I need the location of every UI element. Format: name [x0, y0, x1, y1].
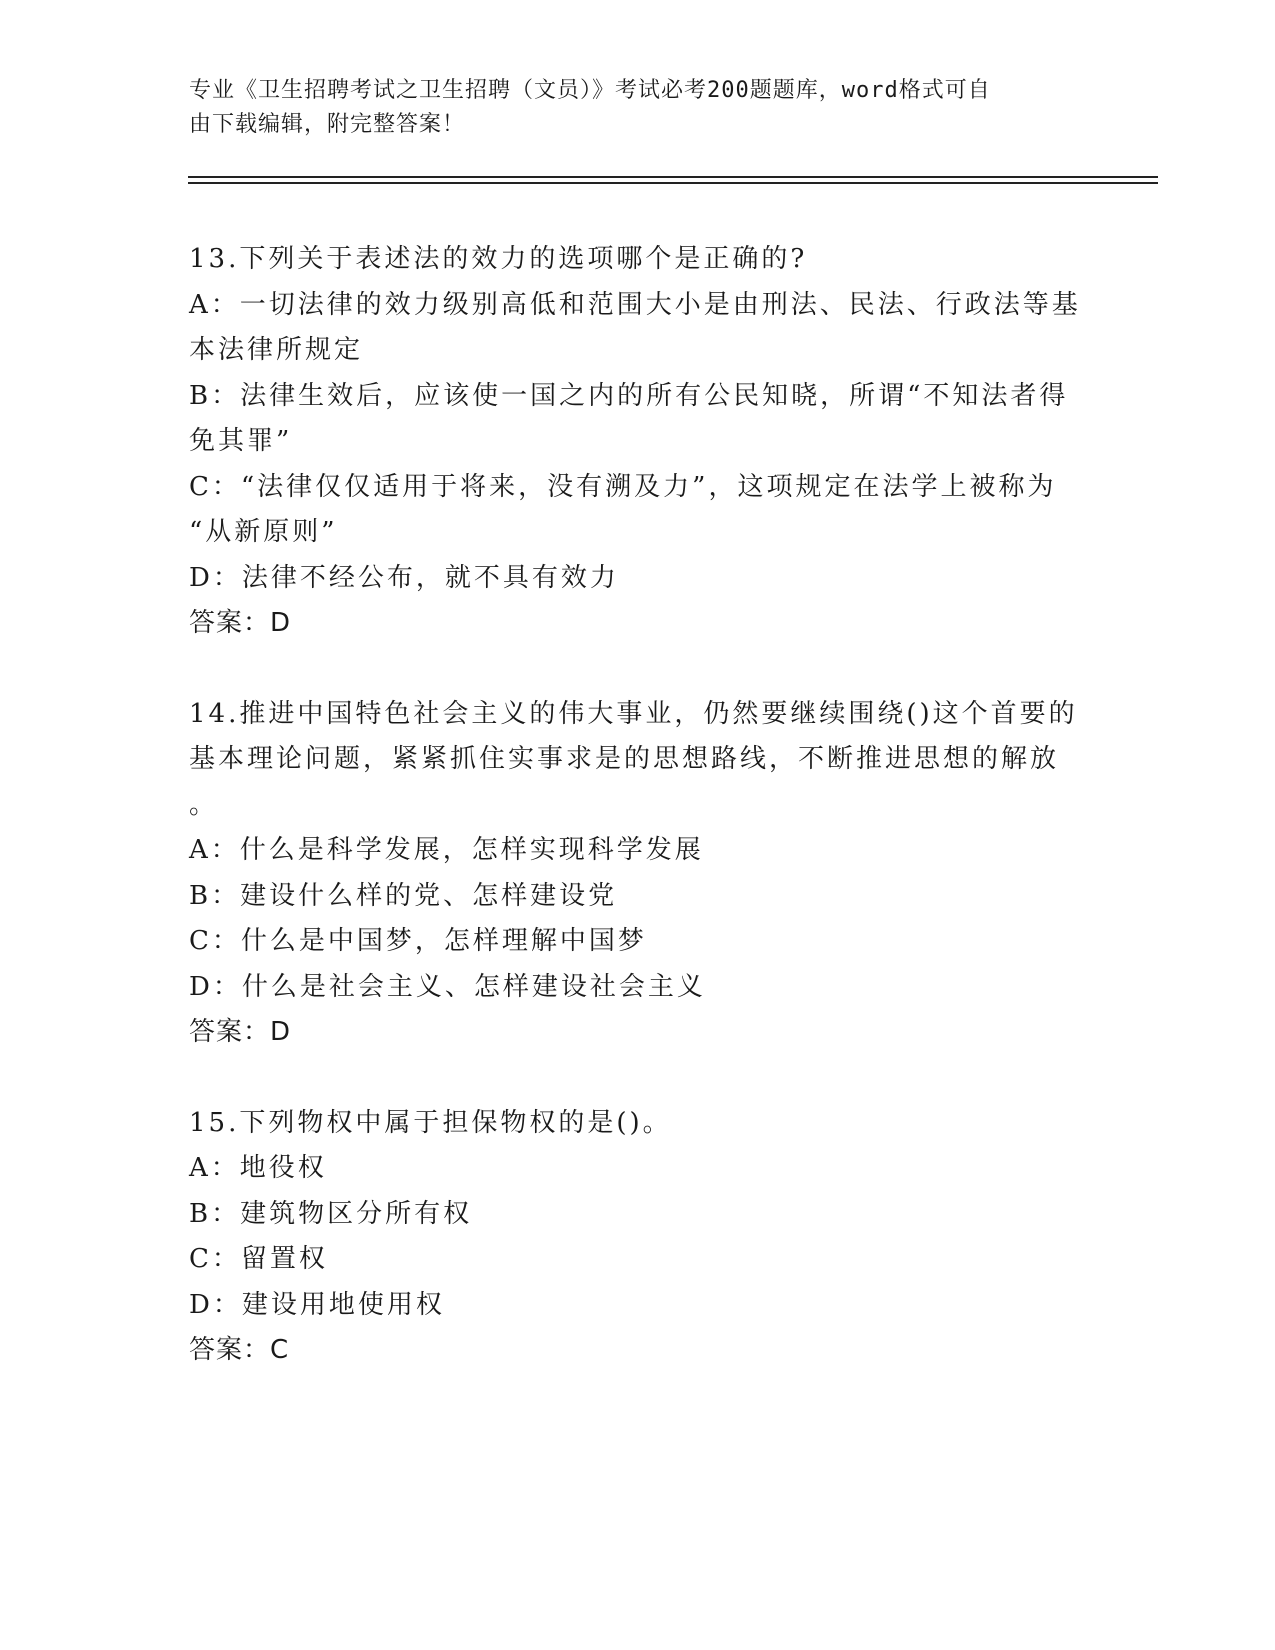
option-text: 本法律所规定: [189, 335, 364, 365]
option-d: [189, 965, 1089, 1011]
option-c: [189, 919, 1089, 965]
answer-label: 答案：C: [189, 1335, 290, 1365]
header-divider-bottom: [188, 182, 1158, 184]
option-text: C：留置权: [189, 1244, 328, 1274]
option-text: A：一切法律的效力级别高低和范围大小是由刑法、民法、行政法等基: [189, 289, 1081, 320]
option-text: “从新原则”: [189, 517, 338, 547]
option-a: [189, 828, 1089, 874]
option-c: [189, 465, 1089, 556]
option-a: [189, 1146, 1089, 1192]
option-d: [189, 1283, 1089, 1329]
option-d: [189, 556, 1089, 602]
document-header: [189, 74, 1089, 142]
option-text: D：建设用地使用权: [189, 1289, 445, 1320]
question-stem: 14.推进中国特色社会主义的伟大事业，仍然要继续围绕()这个首要的: [189, 698, 1078, 729]
header-line-1: 专业《卫生招聘考试之卫生招聘（文员）》考试必考200题题库，word格式可自: [189, 78, 991, 103]
option-b: [189, 874, 1089, 920]
option-a: [189, 283, 1089, 374]
header-divider-top: [188, 176, 1158, 178]
question-stem: 15.下列物权中属于担保物权的是()。: [189, 1107, 672, 1138]
option-text: A：地役权: [189, 1153, 327, 1183]
option-c: [189, 1237, 1089, 1283]
option-b: [189, 374, 1089, 465]
option-text: B：建设什么样的党、怎样建设党: [189, 880, 618, 911]
option-text: D：法律不经公布，就不具有效力: [189, 562, 619, 593]
option-text: C：什么是中国梦，怎样理解中国梦: [189, 926, 647, 956]
option-b: [189, 1192, 1089, 1238]
option-text: A：什么是科学发展，怎样实现科学发展: [189, 835, 704, 865]
question-14: [189, 692, 1089, 1056]
option-text: B：建筑物区分所有权: [189, 1198, 473, 1229]
question-15: [189, 1101, 1089, 1374]
header-line-2: 由下载编辑，附完整答案！: [189, 112, 466, 137]
question-13: [189, 237, 1089, 647]
question-stem: 13.下列关于表述法的效力的选项哪个是正确的?: [189, 244, 808, 274]
answer-label: 答案：D: [189, 1017, 292, 1047]
question-list: [189, 237, 1089, 1419]
answer-label: 答案：D: [189, 608, 292, 638]
option-text: D：什么是社会主义、怎样建设社会主义: [189, 971, 706, 1002]
option-text: C：“法律仅仅适用于将来，没有溯及力”，这项规定在法学上被称为: [189, 471, 1057, 502]
question-stem: 。: [189, 789, 219, 820]
option-text: 免其罪”: [189, 426, 293, 456]
question-stem: 基本理论问题，紧紧抓住实事求是的思想路线，不断推进思想的解放: [189, 744, 1060, 774]
option-text: B：法律生效后，应该使一国之内的所有公民知晓，所谓“不知法者得: [189, 380, 1069, 411]
